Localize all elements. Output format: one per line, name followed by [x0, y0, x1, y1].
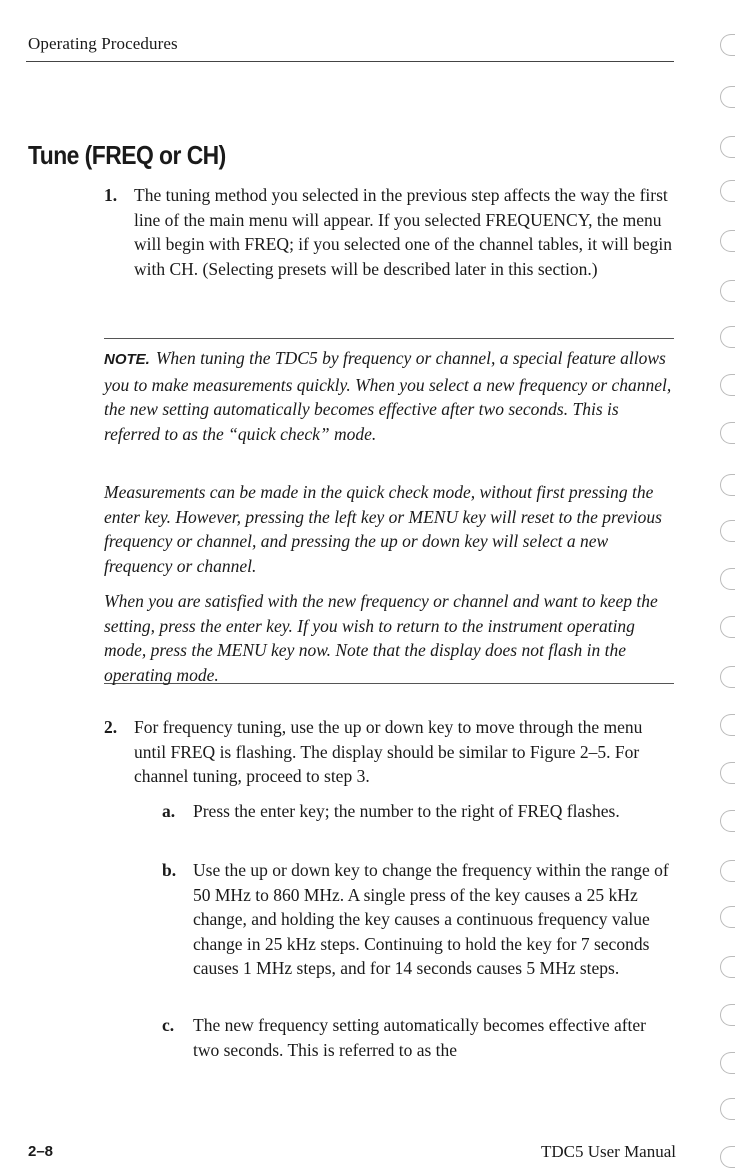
binder-hole	[720, 616, 735, 638]
substep-text: Press the enter key; the number to the right of FREQ flashes.	[193, 801, 620, 821]
binder-hole	[720, 326, 735, 348]
binder-hole	[720, 230, 735, 252]
substep-b	[162, 858, 674, 981]
running-header: Operating Procedures	[28, 34, 178, 53]
step-text: For frequency tuning, use the up or down key to move through the menu until FREQ is flashing. The display should be similar to Figure 2–5. For channel tuning, proceed to step 3.	[134, 717, 643, 786]
binder-hole	[720, 810, 735, 832]
step-number: 2.	[104, 717, 118, 737]
substep-c	[162, 1013, 674, 1062]
substep-text: The new frequency setting automatically becomes effective after two seconds. This is referred to as the	[193, 1015, 647, 1060]
binder-hole	[720, 1146, 735, 1168]
binder-hole	[720, 474, 735, 496]
note-text: When tuning the TDC5 by frequency or channel, a special feature allows you to make measurements quickly. When you select a new frequency or channel, the new setting automatically becomes effective after two seconds. This is referred to as the “quick check” mode.	[104, 348, 672, 444]
binder-hole	[720, 180, 735, 202]
binder-hole	[720, 956, 735, 978]
binder-hole	[720, 1004, 735, 1026]
section-title: Tune (FREQ or CH)	[28, 140, 226, 170]
binder-holes	[718, 0, 738, 1176]
note-paragraph-1	[104, 346, 674, 446]
page-number: 2–8	[28, 1143, 54, 1160]
step-text: The tuning method you selected in the previous step affects the way the first line of the main menu will appear. If you selected FREQUENCY, the menu will begin with FREQ; if you selected one of the channel tables, it will begin with CH. (Selecting presets will be described later in this section.)	[134, 185, 673, 279]
binder-hole	[720, 86, 735, 108]
binder-hole	[720, 422, 735, 444]
binder-hole	[720, 762, 735, 784]
header-rule	[26, 61, 674, 62]
binder-hole	[720, 136, 735, 158]
manual-title: TDC5 User Manual	[540, 1142, 676, 1161]
binder-hole	[720, 906, 735, 928]
step-1	[104, 183, 674, 281]
substep-a	[162, 799, 674, 824]
step-number: 1.	[104, 185, 118, 205]
substep-letter: b.	[162, 860, 177, 880]
binder-hole	[720, 374, 735, 396]
substep-letter: a.	[162, 801, 176, 821]
binder-hole	[720, 714, 735, 736]
binder-hole	[720, 280, 735, 302]
binder-hole	[720, 860, 735, 882]
note-paragraph-3: When you are satisfied with the new frequency or channel and want to keep the setting, press the enter key. If you wish to return to the instrument operating mode, press the MENU key now. Note that the display does not flash in the operating mode.	[104, 591, 658, 685]
binder-hole	[720, 34, 735, 56]
step-2	[104, 715, 674, 789]
binder-hole	[720, 1098, 735, 1120]
binder-hole	[720, 520, 735, 542]
substep-letter: c.	[162, 1015, 175, 1035]
note-label: NOTE.	[104, 351, 150, 368]
binder-hole	[720, 1052, 735, 1074]
binder-hole	[720, 666, 735, 688]
substep-text: Use the up or down key to change the frequency within the range of 50 MHz to 860 MHz. A single press of the key causes a 25 kHz change, and holding the key causes a continuous frequency value change in 25 kHz steps. Continuing to hold the key for 7 seconds causes 1 MHz steps, and for 14 seconds causes 5 MHz steps.	[193, 860, 669, 978]
note-paragraph-2: Measurements can be made in the quick check mode, without first pressing the enter key. However, pressing the left key or MENU key will reset to the previous frequency or channel, and pressing the up or down key will select a new frequency or channel.	[104, 482, 662, 576]
binder-hole	[720, 568, 735, 590]
